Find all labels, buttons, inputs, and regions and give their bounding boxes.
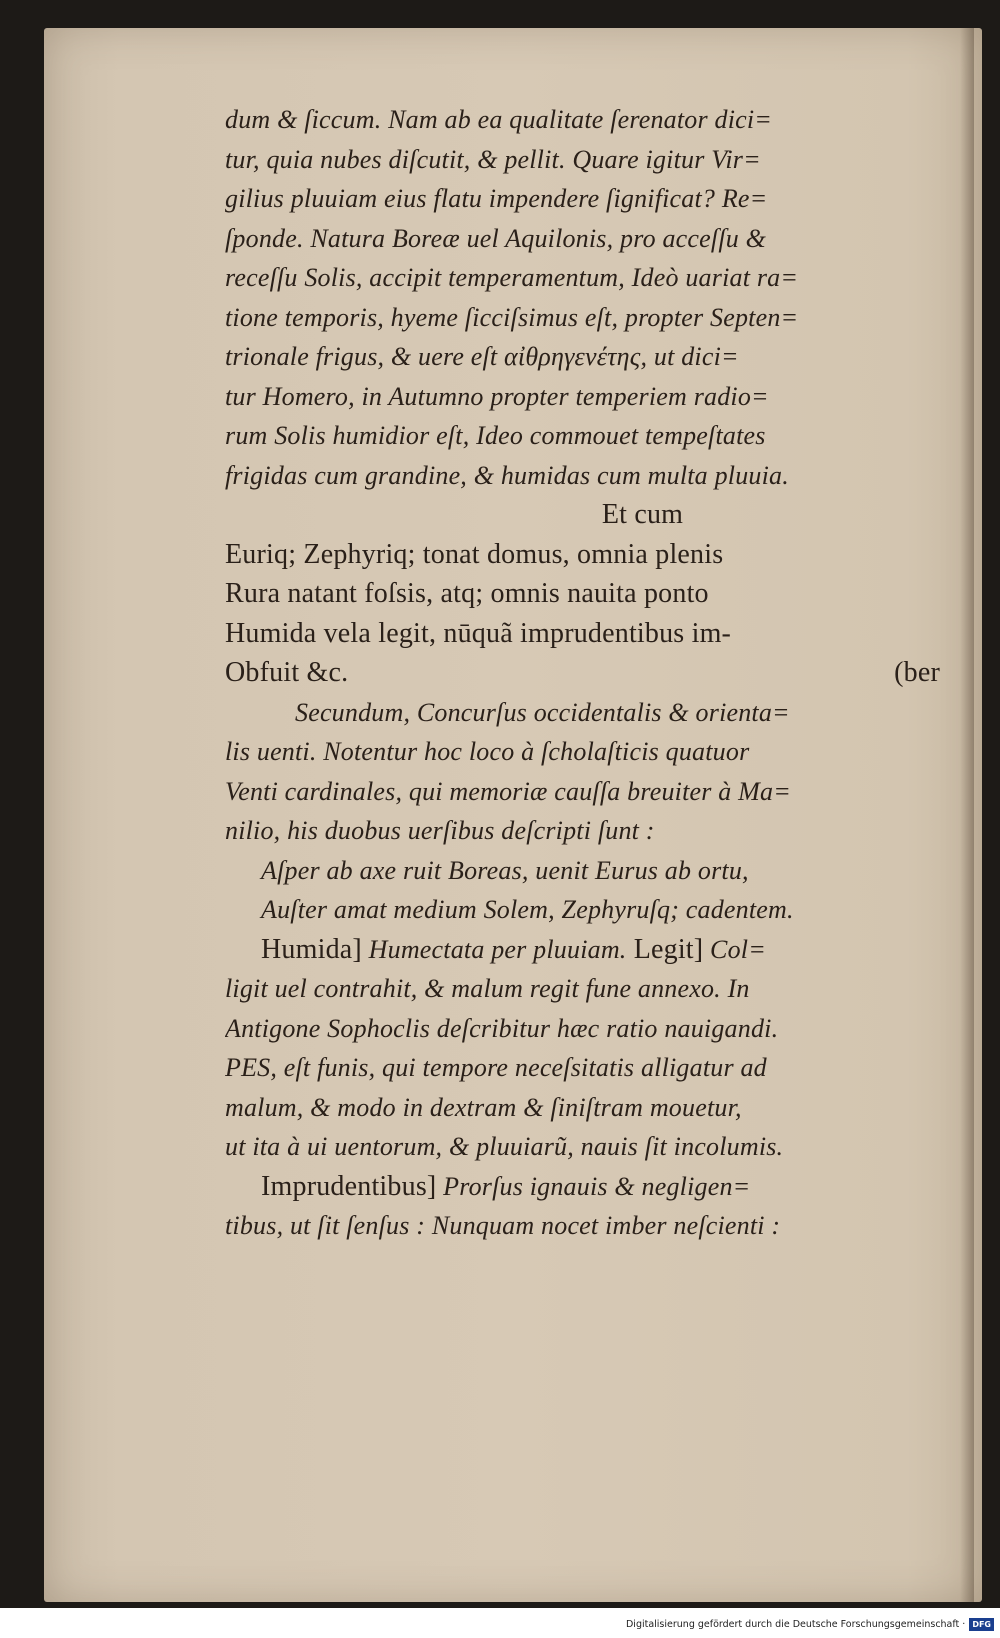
text-line: trionale frigus, & uere eſt αἰθρηγενέτης, ut dici= [225,342,739,371]
text-line: malum, & modo in dextram & ſiniſtram mouetur, [225,1092,742,1122]
text-line: tur Homero, in Autumno propter temperiem radio= [225,381,769,411]
text-line: rum Solis humidior eſt, Ideo commouet tempeſtates [225,421,766,450]
page-edge-shadow [960,28,974,1602]
gloss: Col= [703,934,766,964]
page-text [225,100,940,1246]
text-line: Secundum, Concurſus occidentalis & orienta= [295,697,790,727]
text-line [225,1167,940,1207]
text-line: frigidas cum grandine, & humidas cum multa pluuia. [225,460,789,490]
dfg-logo: DFG [969,1618,994,1631]
text-line: tur, quia nubes diſcutit, & pellit. Quare igitur Vir= [225,144,761,174]
quoted-verse-line: Auſter amat medium Solem, Zephyruſq; cadentem. [261,895,794,924]
text-line: ut ita à ui uentorum, & pluuiarũ, nauis ſit incolumis. [225,1132,784,1161]
quoted-verse-line: Aſper ab axe ruit Boreas, uenit Eurus ab ortu, [261,855,749,885]
gloss: Prorſus ignauis & negligen= [436,1171,751,1201]
text-line: PES, eſt funis, qui tempore neceſsitatis alligatur ad [225,1053,767,1082]
verse-line: Humida vela legit, nūquã imprudentibus im- [225,617,732,649]
text-line: ligit uel contrahit, & malum regit fune annexo. In [225,974,750,1003]
text-line: dum & ſiccum. Nam ab ea qualitate ſerenator dici= [225,105,773,134]
text-line: tibus, ut ſit ſenſus : Nunquam nocet imber neſcienti : [225,1211,781,1240]
gloss: Humectata per pluuiam. [361,934,627,964]
verse-line: Rura natant foſsis, atq; omnis nauita ponto [225,578,709,609]
verse-line-last [225,653,940,693]
verse-line: Euriq; Zephyriq; tonat domus, omnia plenis [225,538,724,570]
text-line: lis uenti. Notentur hoc loco à ſcholaſticis quatuor [225,737,750,766]
digitization-credit [626,1618,994,1631]
lemma: Legit] [626,933,704,965]
text-line: nilio, his duobus uerſibus deſcripti ſunt : [225,816,655,845]
lemma-heading: Et cum [601,499,684,530]
text-line: Venti cardinales, qui memoriæ cauſſa breuiter à Ma= [225,776,791,806]
lemma: Humida] [261,933,362,965]
text-line: gilius pluuiam eius flatu impendere ſignificat? Re= [225,184,768,213]
credit-text: Digitalisierung gefördert durch die Deutsche Forschungsgemeinschaft · [625,1619,966,1630]
verse-end: Obfuit &c. [225,657,349,688]
text-line [225,930,940,970]
verse-carryover: (ber [894,657,940,688]
lemma: Imprudentibus] [261,1170,437,1202]
text-line: receſſu Solis, accipit temperamentum, Ideò uariat ra= [225,263,799,292]
text-line: Antigone Sophoclis deſcribitur hæc ratio nauigandi. [225,1013,779,1043]
text-line: tione temporis, hyeme ſicciſsimus eſt, propter Septen= [225,302,799,332]
text-line: ſponde. Natura Boreæ uel Aquilonis, pro acceſſu & [225,223,767,253]
